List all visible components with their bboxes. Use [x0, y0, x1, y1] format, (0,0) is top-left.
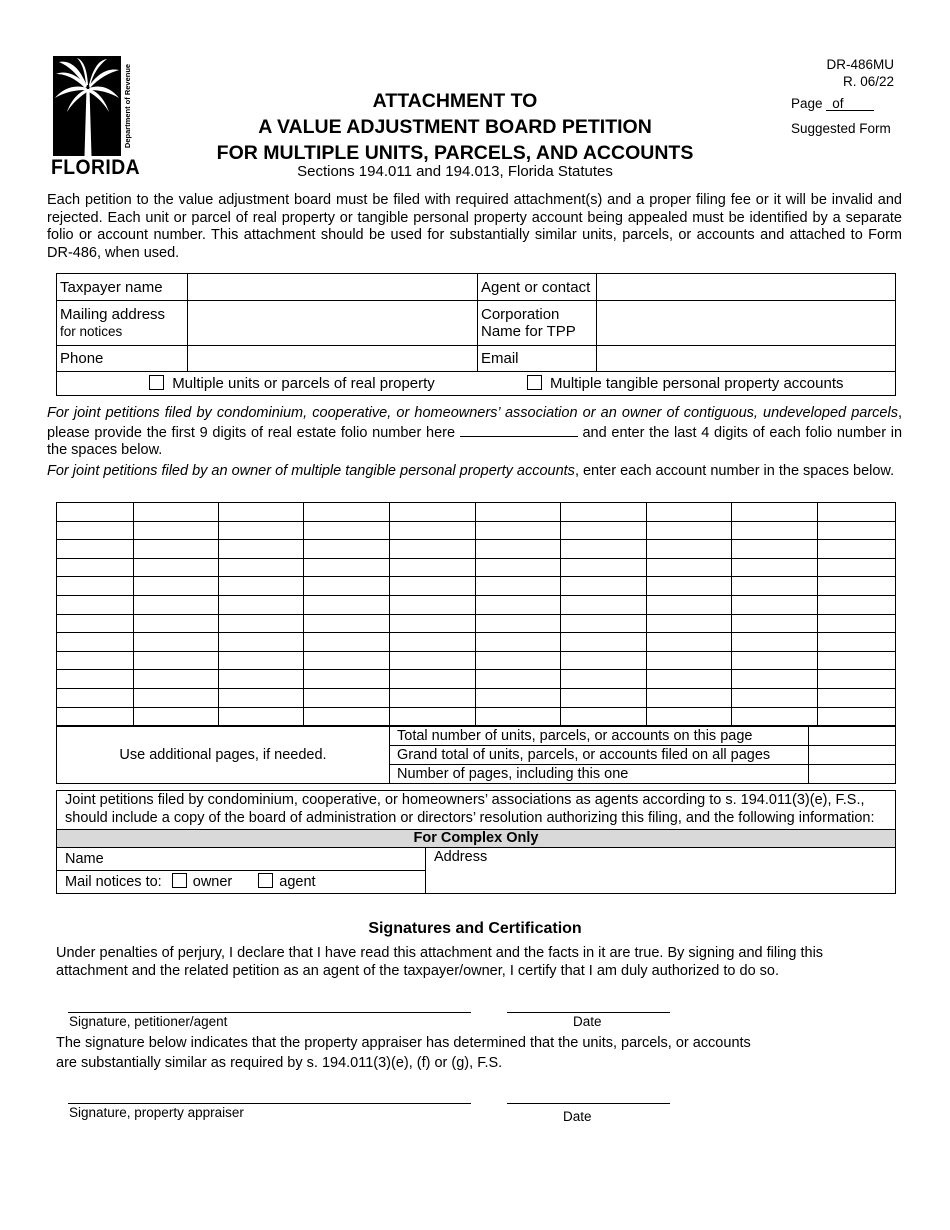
corporation-field[interactable]: [597, 301, 896, 346]
suggested-form-label: Suggested Form: [791, 121, 891, 136]
tpp-accounts-checkbox[interactable]: [527, 375, 542, 390]
agent-checkbox[interactable]: [258, 873, 273, 888]
taxpayer-info-table: [56, 273, 896, 396]
appraiser-date-label: Date: [563, 1109, 592, 1124]
title-line-1: ATTACHMENT TO: [372, 90, 538, 112]
mailing-address-field[interactable]: [188, 301, 478, 346]
petitioner-date-line[interactable]: [507, 1012, 670, 1013]
grand-total-field[interactable]: [809, 746, 896, 765]
form-title: [150, 88, 760, 166]
taxpayer-name-field[interactable]: [188, 274, 478, 301]
form-number: DR-486MU: [826, 57, 894, 72]
appraiser-date-line[interactable]: [507, 1103, 670, 1104]
folio-prefix-input[interactable]: [460, 423, 578, 437]
petitioner-date-label: Date: [573, 1014, 602, 1029]
agent-contact-field[interactable]: [597, 274, 896, 301]
page-total-input[interactable]: [852, 96, 874, 111]
email-field[interactable]: [597, 346, 896, 372]
number-of-pages-field[interactable]: [809, 765, 896, 784]
appraiser-signature-label: Signature, property appraiser: [69, 1105, 244, 1120]
grid-lines: [56, 502, 896, 726]
owner-label: owner: [192, 874, 233, 890]
real-property-checkbox[interactable]: [149, 375, 164, 390]
page-of-field: [791, 96, 874, 111]
title-line-2: A VALUE ADJUSTMENT BOARD PETITION: [258, 116, 652, 138]
phone-label: Phone: [57, 346, 188, 372]
complex-address-field[interactable]: Address: [434, 849, 488, 865]
mail-notices-row: Mail notices to: owner agent: [57, 870, 425, 893]
petitioner-signature-line[interactable]: [68, 1012, 471, 1013]
additional-pages-note: Use additional pages, if needed.: [57, 727, 390, 784]
real-property-label: Multiple units or parcels of real property: [172, 375, 435, 392]
agent-label: agent: [279, 874, 316, 890]
grand-total-label: Grand total of units, parcels, or accounts filed on all pages: [390, 746, 809, 765]
of-label: of: [832, 96, 844, 111]
complex-header: For Complex Only: [57, 829, 895, 848]
signatures-title: Signatures and Certification: [368, 920, 582, 937]
mailing-address-label: Mailing address for notices: [57, 301, 188, 346]
intro-paragraph: Each petition to the value adjustment board must be filed with required attachment(s) and a proper filing fee or it will be invalid and rejected. Each unit or parcel of real property or tangible personal property account being appealed must be identified by a separate folio or account number. This attachment should be used for substantially similar units, parcels, or accounts and attached to Form DR-486, when used.: [47, 192, 902, 261]
phone-field[interactable]: [188, 346, 478, 372]
property-type-row: [57, 372, 896, 396]
joint-petition-folio-paragraph: For joint petitions filed by condominium, cooperative, or homeowners’ association or an owner of contiguous, undeveloped parcels, please provide the first 9 digits of real estate folio number here and enter the last 4 digits of each folio number in the spaces below.: [47, 405, 903, 458]
form-revision: R. 06/22: [842, 74, 894, 89]
appraiser-statement: The signature below indicates that the property appraiser has determined that the units, parcels, or accounts are substantially similar as required by s. 194.011(3)(e), (f) or (g), F.S.: [56, 1035, 751, 1071]
total-this-page-label: Total number of units, parcels, or accounts on this page: [390, 727, 809, 746]
account-number-grid[interactable]: [56, 502, 896, 726]
title-line-3: FOR MULTIPLE UNITS, PARCELS, AND ACCOUNTS: [216, 142, 694, 164]
taxpayer-name-label: Taxpayer name: [57, 274, 188, 301]
agent-contact-label: Agent or contact: [478, 274, 597, 301]
form-number-block: [826, 56, 894, 90]
corporation-label: Corporation Name for TPP: [478, 301, 597, 346]
palm-tree-icon: [53, 56, 139, 156]
total-this-page-field[interactable]: [809, 727, 896, 746]
logo-side-text: Department of Revenue: [123, 63, 132, 149]
email-label: Email: [478, 346, 597, 372]
complex-name-field[interactable]: Name: [65, 851, 104, 867]
complex-section: [56, 790, 896, 894]
page-label: Page: [791, 96, 823, 111]
totals-table: [56, 726, 896, 784]
joint-petition-tpp-paragraph: For joint petitions filed by an owner of multiple tangible personal property accounts, enter each account number in the spaces below.: [47, 463, 895, 479]
petitioner-signature-label: Signature, petitioner/agent: [69, 1014, 228, 1029]
appraiser-signature-line[interactable]: [68, 1103, 471, 1104]
owner-checkbox[interactable]: [172, 873, 187, 888]
tpp-accounts-label: Multiple tangible personal property accounts: [550, 375, 844, 392]
complex-instructions: Joint petitions filed by condominium, cooperative, or homeowners’ associations as agents according to s. 194.011(3)(e), F.S., should include a copy of the board of administration or directors’ resolution authorizing this filing, and the following information:: [65, 792, 875, 826]
perjury-declaration: Under penalties of perjury, I declare that I have read this attachment and the facts in it are true. By signing and filing this attachment and the related petition as an agent of the taxpayer/owner, I certify that I am duly authorized to do so.: [56, 945, 824, 979]
logo-word: FLORIDA: [51, 156, 141, 179]
form-subtitle: Sections 194.011 and 194.013, Florida Statutes: [297, 163, 613, 180]
number-of-pages-label: Number of pages, including this one: [390, 765, 809, 784]
